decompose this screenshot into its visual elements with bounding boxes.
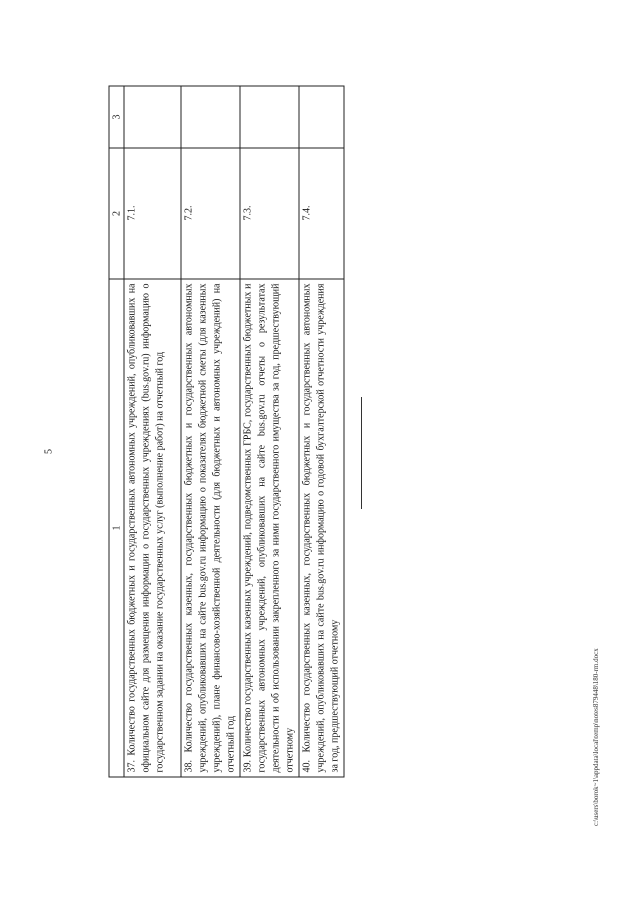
page-number: 5 xyxy=(43,449,55,454)
row-description: 37. Количество государственных бюджетных и государственных автономных учреждений, опубликовавших на официальном сайте для размещения информации о государственных учреждениях (bus.gov.ru) информацию о государственном задании на оказание государственных услуг (выполнение работ) на отчетный год xyxy=(124,279,181,777)
row-code: 7.3. xyxy=(240,148,299,279)
row-code: 7.4. xyxy=(299,148,344,279)
column-header-3: 3 xyxy=(109,86,124,148)
table-row xyxy=(299,86,344,777)
indicator-table-rotated xyxy=(109,87,341,777)
table-header-row xyxy=(109,86,124,777)
indicator-table xyxy=(109,85,345,777)
table-row xyxy=(181,86,240,777)
row-value xyxy=(124,86,181,148)
column-header-1: 1 xyxy=(109,279,124,777)
row-value xyxy=(299,86,344,148)
row-description: 40. Количество государственных казенных, государственных бюджетных и государственных автономных учреждений, опубликовавших на сайте bus.gov.ru информацию о годовой бухгалтерской отчетности учреждения за год, предшествующий отчетному xyxy=(299,279,344,777)
row-value xyxy=(240,86,299,148)
table-row xyxy=(124,86,181,777)
row-description: 39. Количество государственных казенных учреждений, подведомственных ГРБС, государственных бюджетных и государственных автономных учреждений, опубликовавших на сайте bus.gov.ru отчеты о результатах деятельности и об использовании закрепленного за ними государственного имущества за год, предшествующий отчетному xyxy=(240,279,299,777)
row-value xyxy=(181,86,240,148)
column-header-2: 2 xyxy=(109,148,124,279)
row-description: 38. Количество государственных казенных, государственных бюджетных и государственных автономных учреждений, опубликовавших на сайте bus.gov.ru информацию о показателях бюджетной сметы (для казенных учреждений), плане финансово-хозяйственной деятельности (для бюджетных и автономных учреждений) на отчетный год xyxy=(181,279,240,777)
footer-file-path: c:\users\borok~1\appdata\local\temp\notes879448\180-rm.docx xyxy=(592,648,600,826)
separator-line xyxy=(361,397,362,509)
row-code: 7.1. xyxy=(124,148,181,279)
row-code: 7.2. xyxy=(181,148,240,279)
table-row xyxy=(240,86,299,777)
